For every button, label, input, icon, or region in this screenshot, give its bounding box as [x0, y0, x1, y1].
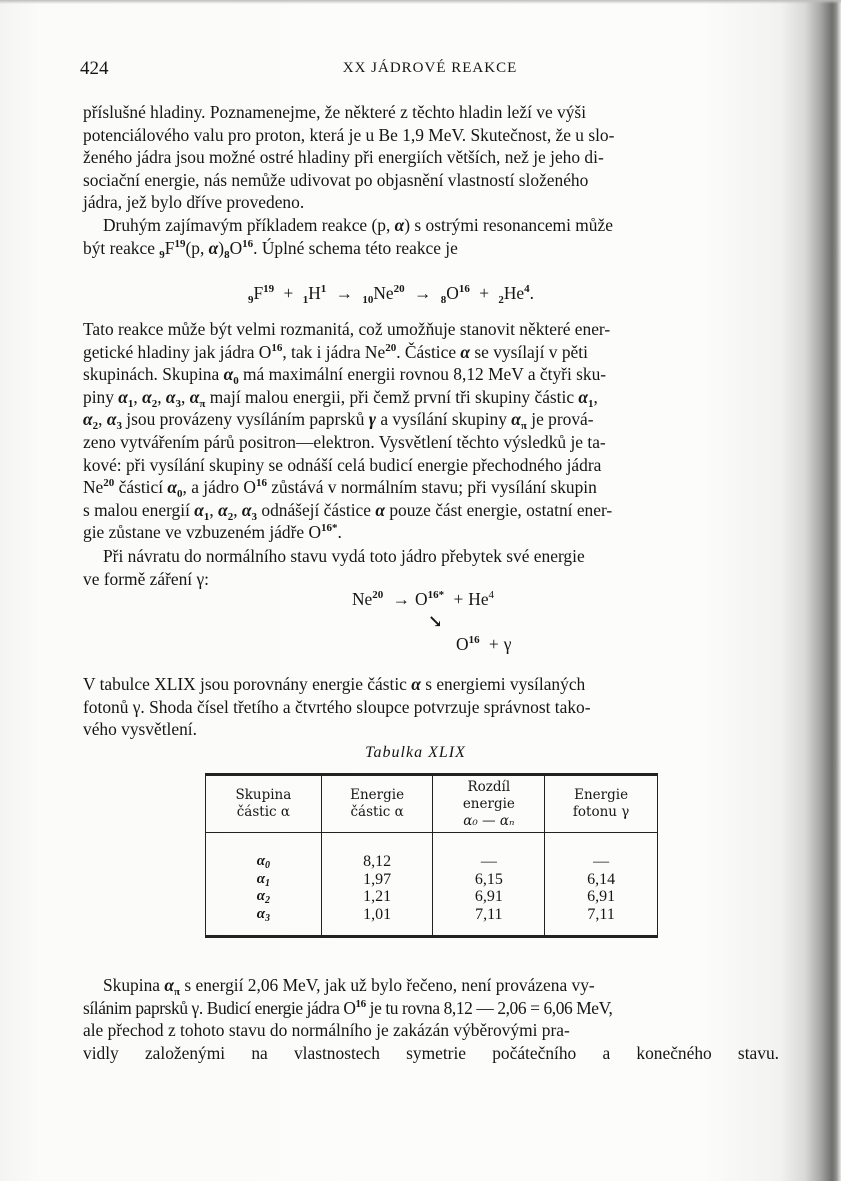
alpha-symbol: α [118, 386, 128, 407]
page-number: 424 [80, 58, 109, 79]
text-line: sociační energie, nás nemůže udivovat po objasnění vlastností složeného [83, 169, 589, 190]
text-line: příslušné hladiny. Poznamenejme, že některé z těchto hladin leží ve výši [83, 102, 587, 122]
table-xlix [205, 773, 658, 938]
text-line: skupinách. Skupina $\alpha_0$ má maximální energii rovnou 8,12 MeV a čtyři sku- [83, 364, 607, 388]
plus-sign: + [283, 283, 294, 303]
text-line: Při návratu do normálního stavu vydá toto jádro přebytek své energie [103, 546, 585, 566]
arrow-right-icon: → [335, 283, 354, 303]
plus-sign: + [488, 634, 499, 654]
paragraph-6 [83, 974, 779, 1064]
column-header-difference: Rozdíl energie α₀ — αₙ [433, 775, 545, 833]
paragraph-3 [83, 318, 779, 544]
text-line: Druhým zajímavým příkladem reakce (p, α) s ostrými resonancemi může [103, 215, 613, 235]
running-head [80, 58, 780, 82]
alpha-symbol: α [511, 409, 521, 430]
equation-neon-decay-row2: $O^{16} + \gamma$ [456, 634, 512, 654]
arrow-down-right-icon: ↘ [428, 611, 443, 631]
table-row [206, 833, 658, 937]
text-line: kové: při vysílání skupiny se odnáší celá budicí energie přechodného jádra [83, 454, 602, 475]
alpha-symbol: α [375, 499, 385, 520]
text-line: getické hladiny jak jádra $O^{16}$, tak i jádra Ne$^{20}$. Částice α se vysílají v pěti [83, 341, 588, 362]
plus-sign: + [479, 283, 489, 303]
alpha-symbol: α [106, 409, 117, 430]
alpha-symbol: α [241, 499, 252, 520]
alpha-symbol: α [142, 386, 152, 407]
text-line: V tabulce XLIX jsou porovnány energie částic α s energiemi vysílaných [83, 674, 586, 694]
alpha-symbol: α [394, 215, 405, 235]
text-line: zeno vytvářením párů positron—elektron. Vysvětlení těchto výsledků je ta- [83, 431, 606, 452]
text-line: jádra, jež bylo dříve provedeno. [83, 192, 305, 213]
text-line: $\alpha_2$, $\alpha_3$ jsou provázeny vysíláním paprsků γ a vysílání skupiny $\alpha_\pi$ je prová- [83, 409, 594, 433]
alpha-symbol: α [578, 386, 589, 407]
alpha-symbol: α [164, 975, 174, 995]
gamma-symbol: γ [503, 634, 512, 654]
text-line: piny $\alpha_1$, $\alpha_2$, $\alpha_3$, $\alpha_\pi$ mají malou energii, při čemž první tři skupiny částic $\alpha_1$, [83, 386, 598, 410]
chapter-title: XX JÁDROVÉ REAKCE [342, 60, 518, 76]
gamma-symbol: γ [368, 409, 377, 430]
alpha-symbol: α [411, 674, 421, 694]
text-line: Ne$^{20}$ částicí $\alpha_0$, a jádro $O^{16}$ zůstává v normálním stavu; při vysílání skupin [83, 477, 597, 501]
text-line: vidly založenými na vlastnostech symetrie počátečního a konečného stavu. [83, 1042, 779, 1063]
paragraph-5 [83, 673, 779, 741]
equation-fluorine-reaction: $_9F^{19} + _1H^1 \to _{10}Ne^{20} \to _8O^{16} + _2He^4$. [248, 283, 534, 306]
arrow-right-icon: → [392, 589, 411, 609]
plus-sign: + [453, 589, 464, 609]
alpha-symbol: α [83, 409, 93, 430]
text-line: s malou energií $\alpha_1$, $\alpha_2$, $\alpha_3$ odnášejí částice α pouze část energie, ostatní ener- [83, 499, 613, 523]
alpha-symbol: α [223, 364, 234, 385]
text-line: potenciálového valu pro proton, která je u Be 1,9 MeV. Skutečnost, že u slo- [83, 124, 615, 145]
text-line: Skupina $\alpha_\pi$ s energií 2,06 MeV, jak už bylo řečeno, není provázena vy- [103, 975, 595, 998]
text-line: být reakce $_9F^{19}(p$, $\alpha)_8O^{16}$. Úplné schema této reakce je [83, 237, 458, 261]
alpha-symbol: α [167, 477, 178, 498]
difference-column: — 6,15 6,91 7,11 [433, 833, 545, 937]
page-top-edge [0, 0, 841, 4]
column-header-energy: Energie částic α [321, 775, 433, 833]
alpha-symbol: α [460, 341, 471, 362]
text-line: Tato reakce může být velmi rozmanitá, což umožňuje stanovit některé ener- [83, 319, 611, 339]
group-column: $\alpha_0$ $\alpha_1$ $\alpha_2$ $\alpha_3$ [206, 833, 322, 937]
alpha-symbol: α [165, 386, 176, 407]
energy-column: 8,12 1,97 1,21 1,01 [321, 833, 433, 937]
text-line: ve formě záření γ: [83, 568, 209, 589]
paragraph-4 [83, 545, 779, 590]
photon-column: — 6,14 6,91 7,11 [545, 833, 658, 937]
text-line: ale přechod z tohoto stavu do normálního je zakázán výběrovými pra- [83, 1020, 570, 1041]
paragraph-2 [83, 214, 779, 259]
alpha-symbol: α [218, 499, 228, 520]
arrow-right-icon: → [414, 283, 432, 303]
alpha-symbol: α [208, 237, 219, 258]
text-line: sílánim paprsků γ. Budicí energie jádra $O^{16}$ je tu rovna 8,12 — 2,06 = 6,06 MeV, [83, 997, 613, 1018]
paragraph-1 [83, 101, 779, 214]
text-line: gie zůstane ve vzbuzeném jádře $O^{16*}$. [83, 522, 342, 543]
alpha-symbol: α [194, 499, 204, 520]
text-line: ženého jádra jsou možné ostré hladiny při energiích větších, než je jeho di- [83, 147, 604, 168]
table-header-row [206, 775, 658, 833]
text-line: fotonů γ. Shoda čísel třetího a čtvrtého sloupce potvrzuje správnost tako- [83, 696, 591, 717]
alpha-symbol: α [189, 386, 200, 407]
equation-neon-decay-row1: $Ne^{20} \to O^{16*} + He^4$ [352, 589, 495, 609]
column-header-group: Skupina částic α [206, 775, 322, 833]
table-caption: Tabulka XLIX [365, 744, 466, 761]
text-line: vého vysvětlení. [83, 719, 197, 740]
column-header-photon: Energie fotonu γ [545, 775, 658, 833]
